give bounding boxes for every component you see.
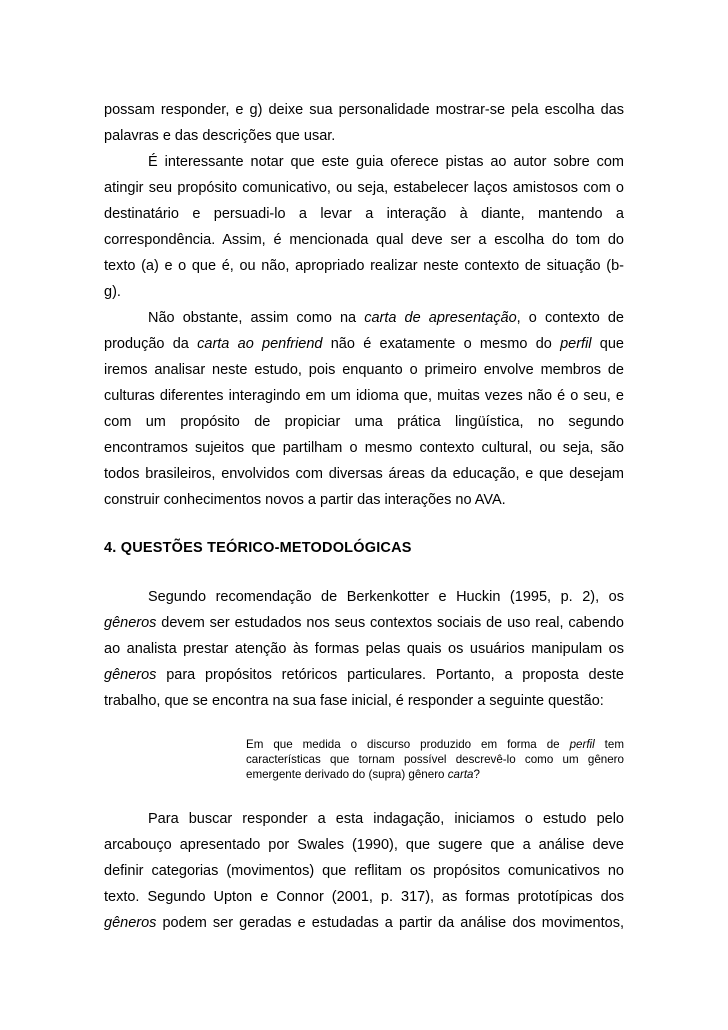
text-line: encontramos sujeitos que partilham o mesmo contexto cultural, ou seja, são	[104, 440, 624, 456]
text-segment: produção da	[104, 336, 198, 352]
text-line	[104, 914, 624, 932]
text-line: com um propósito de propiciar uma prática lingüística, no segundo	[104, 414, 624, 430]
text-segment: , o contexto de	[516, 310, 624, 326]
text-line: arcabouço apresentado por Swales (1990), que sugere que a análise deve	[104, 837, 624, 853]
text-line: destinatário e persuadi-lo a levar a interação à diante, mantendo a	[104, 206, 624, 222]
text-line: palavras e das descrições que usar.	[104, 128, 336, 144]
quote-line: características que tornam possível descrevê-lo como um gênero	[246, 753, 624, 766]
text-line: Para buscar responder a esta indagação, iniciamos o estudo pelo	[148, 811, 624, 827]
text-line: trabalho, que se encontra na sua fase inicial, é responder a seguinte questão:	[104, 693, 604, 709]
text-segment: podem ser geradas e estudadas a partir da análise dos movimentos,	[156, 915, 624, 931]
text-segment: que	[591, 336, 624, 352]
italic-term: carta de apresentação	[364, 310, 517, 326]
text-segment: Não obstante, assim como na	[148, 310, 365, 326]
text-segment: tem	[594, 738, 624, 751]
text-line: definir categorias (movimentos) que reflitam os propósitos comunicativos no	[104, 863, 624, 879]
text-line: g).	[104, 284, 121, 300]
quote-line	[246, 738, 624, 753]
italic-term: gêneros	[104, 615, 157, 631]
text-line: correspondência. Assim, é mencionada qual deve ser a escolha do tom do	[104, 232, 624, 248]
text-line: construir conhecimentos novos a partir das interações no AVA.	[104, 492, 506, 508]
text-line	[104, 614, 624, 632]
text-line: possam responder, e g) deixe sua personalidade mostrar-se pela escolha das	[104, 102, 624, 118]
text-line	[148, 309, 624, 327]
text-line: todos brasileiros, envolvidos com diversas áreas da educação, e que desejam	[104, 466, 624, 482]
text-segment: ?	[473, 768, 480, 781]
text-line	[104, 335, 624, 353]
text-line: texto (a) e o que é, ou não, apropriado realizar neste contexto de situação (b-	[104, 258, 624, 274]
italic-term: carta	[447, 768, 474, 781]
quote-line	[246, 768, 624, 783]
text-line: ao analista prestar atenção às formas pelas quais os usuários manipulam os	[104, 641, 624, 657]
italic-term: perfil	[569, 738, 595, 751]
text-segment: emergente derivado do (supra) gênero	[246, 768, 448, 781]
italic-term: gêneros	[104, 667, 157, 683]
text-segment: para propósitos retóricos particulares. Portanto, a proposta deste	[156, 667, 624, 683]
italic-term: carta ao penfriend	[197, 336, 323, 352]
text-line: É interessante notar que este guia oferece pistas ao autor sobre com	[148, 154, 624, 170]
text-line: atingir seu propósito comunicativo, ou seja, estabelecer laços amistosos com o	[104, 180, 624, 196]
text-segment: não é exatamente o mesmo do	[322, 336, 561, 352]
italic-term: perfil	[560, 336, 592, 352]
italic-term: gêneros	[104, 915, 157, 931]
text-line: Segundo recomendação de Berkenkotter e Huckin (1995, p. 2), os	[148, 589, 624, 605]
text-line: iremos analisar neste estudo, pois enquanto o primeiro envolve membros de	[104, 362, 624, 378]
text-segment: Em que medida o discurso produzido em forma de	[246, 738, 570, 751]
text-line: culturas diferentes interagindo em um idioma que, muitas vezes não é o seu, e	[104, 388, 624, 404]
text-line: texto. Segundo Upton e Connor (2001, p. 317), as formas prototípicas dos	[104, 889, 624, 905]
section-heading: 4. QUESTÕES TEÓRICO-METODOLÓGICAS	[104, 540, 412, 556]
text-line	[104, 666, 624, 684]
text-segment: devem ser estudados nos seus contextos sociais de uso real, cabendo	[156, 615, 624, 631]
